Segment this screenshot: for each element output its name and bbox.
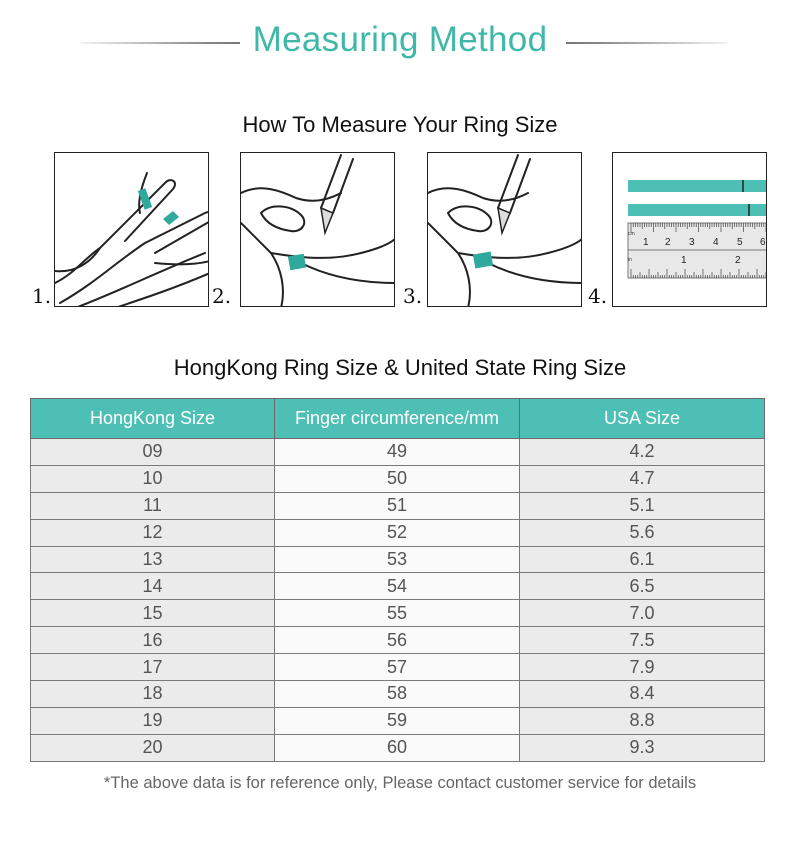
title-row [0, 18, 800, 66]
circumference-cell: 60 [275, 734, 520, 761]
circumference-cell: 55 [275, 600, 520, 627]
ruler-mark: 1 [681, 255, 687, 266]
table-row [31, 654, 765, 681]
column-header: Finger circumference/mm [275, 399, 520, 439]
pen-marking-icon [428, 153, 582, 307]
circumference-cell: 58 [275, 681, 520, 708]
ruler-mark: 2 [665, 237, 671, 248]
step-3 [403, 152, 583, 308]
ruler-unit-cm: cm [628, 231, 635, 237]
hongkong-size-cell: 11 [31, 492, 275, 519]
usa-size-cell: 8.4 [520, 681, 765, 708]
ruler-mark: 5 [737, 237, 743, 248]
circumference-cell: 51 [275, 492, 520, 519]
disclaimer-note: *The above data is for reference only, Please contact customer service for details [103, 774, 697, 792]
step-number: 1. [32, 284, 52, 308]
table-row [31, 734, 765, 761]
pen-marking-icon [241, 153, 395, 307]
circumference-cell: 59 [275, 707, 520, 734]
circumference-cell: 56 [275, 627, 520, 654]
hongkong-size-cell: 12 [31, 519, 275, 546]
table-row [31, 439, 765, 466]
table-row [31, 492, 765, 519]
hongkong-size-cell: 09 [31, 439, 275, 466]
usa-size-cell: 4.2 [520, 439, 765, 466]
column-header: HongKong Size [31, 399, 275, 439]
step-1-illustration [54, 152, 209, 307]
ruler-mark: 2 [735, 255, 741, 266]
circumference-cell: 50 [275, 465, 520, 492]
step-4 [588, 152, 768, 308]
usa-size-cell: 7.5 [520, 627, 765, 654]
circumference-cell: 53 [275, 546, 520, 573]
step-2-illustration [240, 152, 395, 307]
page-title: Measuring Method [252, 20, 548, 59]
usa-size-cell: 6.5 [520, 573, 765, 600]
step-number: 4. [588, 284, 608, 308]
hongkong-size-cell: 14 [31, 573, 275, 600]
ruler-unit-in: in [628, 257, 632, 263]
usa-size-cell: 5.6 [520, 519, 765, 546]
table-row [31, 546, 765, 573]
hongkong-size-cell: 15 [31, 600, 275, 627]
table-row [31, 600, 765, 627]
hongkong-size-cell: 19 [31, 707, 275, 734]
column-header: USA Size [520, 399, 765, 439]
step-2 [212, 152, 397, 308]
usa-size-cell: 7.9 [520, 654, 765, 681]
ring-size-table [30, 398, 765, 762]
hongkong-size-cell: 20 [31, 734, 275, 761]
usa-size-cell: 8.8 [520, 707, 765, 734]
ruler-mark: 4 [713, 237, 719, 248]
step-3-illustration [427, 152, 582, 307]
table-row [31, 707, 765, 734]
hongkong-size-cell: 10 [31, 465, 275, 492]
usa-size-cell: 6.1 [520, 546, 765, 573]
usa-size-cell: 4.7 [520, 465, 765, 492]
circumference-cell: 54 [275, 573, 520, 600]
hongkong-size-cell: 18 [31, 681, 275, 708]
usa-size-cell: 5.1 [520, 492, 765, 519]
step-number: 2. [212, 284, 232, 308]
title-divider-right [566, 42, 728, 44]
table-row [31, 573, 765, 600]
hongkong-size-cell: 16 [31, 627, 275, 654]
table-row [31, 681, 765, 708]
table-row [31, 465, 765, 492]
table-row [31, 627, 765, 654]
step-1 [32, 152, 212, 308]
ruler-mark: 3 [689, 237, 695, 248]
table-row [31, 519, 765, 546]
ruler-mark: 1 [643, 237, 649, 248]
hongkong-size-cell: 13 [31, 546, 275, 573]
usa-size-cell: 9.3 [520, 734, 765, 761]
step-number: 3. [403, 284, 423, 308]
hongkong-size-cell: 17 [31, 654, 275, 681]
circumference-cell: 57 [275, 654, 520, 681]
step-4-illustration [612, 152, 767, 307]
guide-heading: How To Measure Your Ring Size [242, 112, 558, 137]
ruler-mark: 6 [760, 237, 766, 248]
table-header-row [31, 399, 765, 439]
circumference-cell: 49 [275, 439, 520, 466]
table-heading: HongKong Ring Size & United State Ring Size [173, 355, 627, 380]
usa-size-cell: 7.0 [520, 600, 765, 627]
hand-ring-icon [55, 153, 209, 307]
ruler-icon [613, 153, 767, 307]
circumference-cell: 52 [275, 519, 520, 546]
